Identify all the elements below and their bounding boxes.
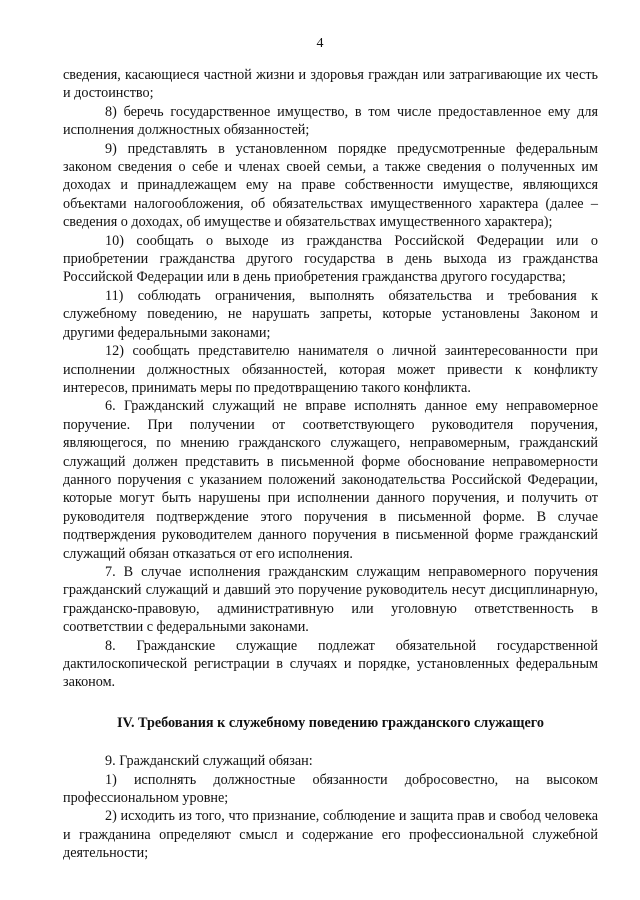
paragraph-clause-6: 6. Гражданский служащий не вправе исполнять данное ему неправомерное поручение. При получении от соответствующего руководителя поручения, являющегося, по мнению гражданского служащего, неправомерным, гражданский служащий должен представить в письменной форме обоснование неправомерности данного поручения с указанием положений законодательства Российской Федерации, которые могут быть нарушены при исполнении данного поручения, и получить от руководителя подтверждение этого поручения в письменной форме. В случае подтверждения руководителем данного поручения в письменной форме гражданский служащий обязан отказаться от его исполнения. [63,398,598,562]
document-body [63,66,598,863]
paragraph-clause-9: 9. Гражданский служащий обязан: [105,753,313,770]
paragraph-item-12: 12) сообщать представителю нанимателя о личной заинтересованности при исполнении должностных обязанностей, которая может привести к конфликту интересов, принимать меры по предотвращению такого конфликта. [63,343,598,396]
paragraph-clause-7: 7. В случае исполнения гражданским служащим неправомерного поручения гражданский служащий и давший это поручение руководитель несут дисциплинарную, гражданско-правовую, административную или уголовную ответственность в соответствии с федеральными законами. [63,563,598,636]
paragraph-continuation: сведения, касающиеся частной жизни и здоровья граждан или затрагивающие их честь и достоинство; [63,67,598,102]
paragraph-clause-8: 8. Гражданские служащие подлежат обязательной государственной дактилоскопической регистрации в случаях и порядке, установленных федеральным законом. [63,637,598,691]
page-number: 4 [316,36,324,51]
paragraph-item-9: 9) представлять в установленном порядке предусмотренные федеральным законом сведения о себе и членах своей семьи, а также сведения о полученных им доходах и принадлежащем ему на праве собственности имуществе, являющихся объектами налогообложения, об обязательствах имущественного характера (далее – сведения о доходах, об имуществе и обязательствах имущественного характера); [63,140,598,231]
paragraph-item-8: 8) беречь государственное имущество, в том числе предоставленное ему для исполнения должностных обязанностей; [63,103,598,139]
section-heading: IV. Требования к служебному поведению гражданского служащего [117,714,544,731]
paragraph-duty-1: 1) исполнять должностные обязанности добросовестно, на высоком профессиональном уровне; [63,771,598,807]
paragraph-duty-2: 2) исходить из того, что признание, соблюдение и защита прав и свобод человека и гражданина определяют смысл и содержание его профессиональной служебной деятельности; [63,808,598,862]
paragraph-item-10: 10) сообщать о выходе из гражданства Российской Федерации или о приобретении гражданства другого государства в день выхода из гражданства Российской Федерации или в день приобретения гражданства другого государства; [63,232,598,286]
paragraph-item-11: 11) соблюдать ограничения, выполнять обязательства и требования к служебному поведению, не нарушать запреты, которые установлены Законом и другими федеральными законами; [63,287,598,341]
